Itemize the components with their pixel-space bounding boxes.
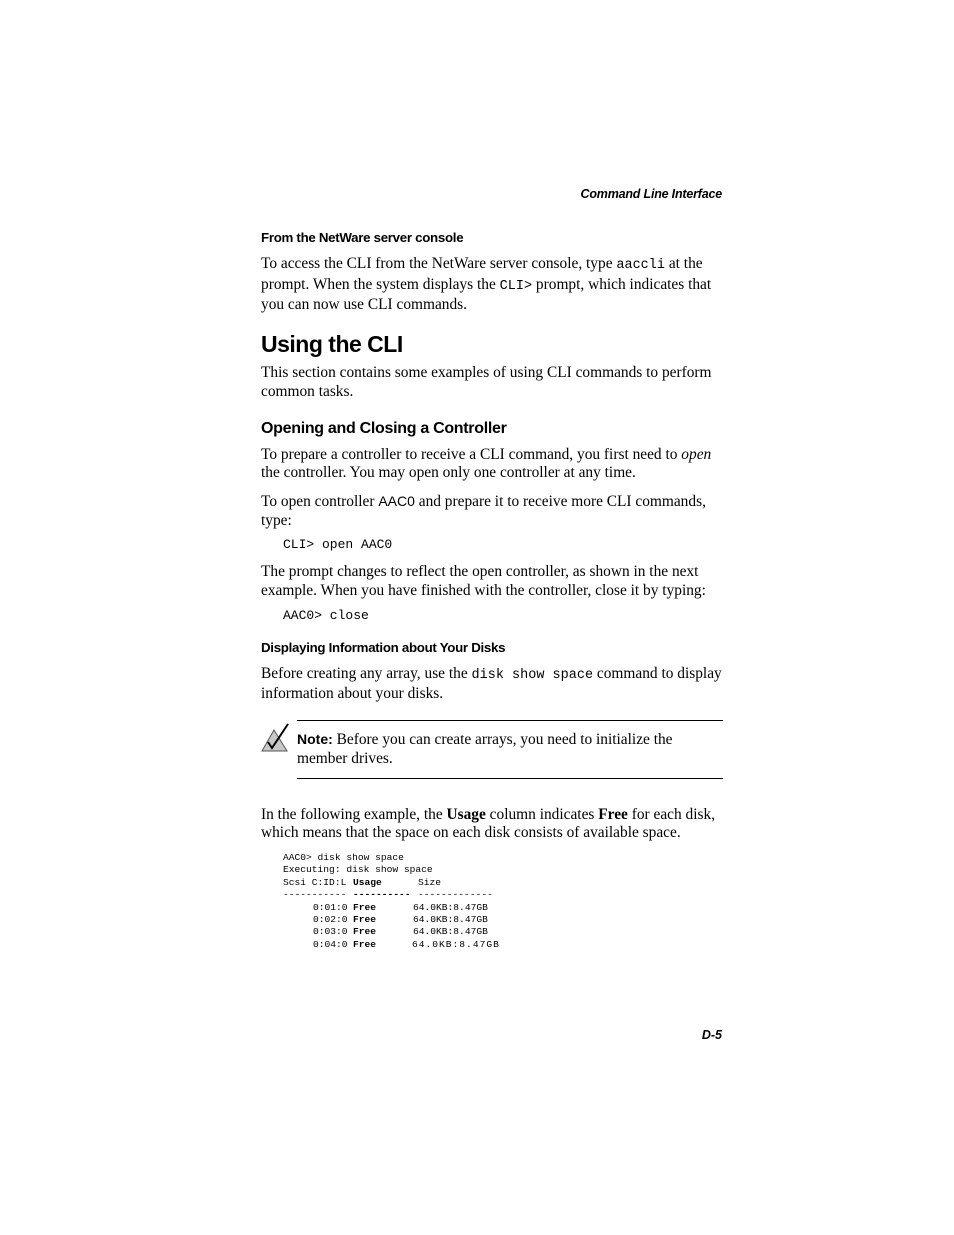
emphasis-open: open [681, 445, 712, 463]
text-span: column indicates [485, 805, 599, 823]
note-label: Note: [297, 731, 333, 748]
row-id: 0:02:0 [313, 913, 348, 925]
row-usage: Free [353, 913, 377, 925]
header-usage: Usage [353, 876, 382, 888]
opening-paragraph-3: The prompt changes to reflect the open controller, as shown in the next example. When you have finished with the controller, close it by typing: [261, 563, 706, 600]
text-span: To open controller [261, 492, 379, 510]
text-span: the controller. You may open only one controller at any time. [261, 464, 636, 482]
row-size: 64.0KB:8.47GB [412, 938, 500, 950]
text-span: at the prompt. When the system displays the [261, 255, 703, 293]
running-header: Command Line Interface [580, 187, 722, 201]
row-size: 64.0KB:8.47GB [413, 901, 488, 913]
row-id: 0:04:0 [313, 938, 348, 950]
opening-heading: Opening and Closing a Controller [261, 419, 507, 437]
listing-executing: Executing: disk show space [283, 864, 433, 876]
header-size: Size [418, 876, 442, 888]
text-span: Before creating any array, use the [261, 664, 472, 682]
disks-paragraph [261, 665, 723, 704]
row-id: 0:03:0 [313, 926, 348, 938]
table-row [283, 926, 723, 938]
opening-paragraph-1 [261, 446, 723, 483]
text-span: for each disk, which means that the space on each disk consists of available space. [261, 805, 716, 842]
text-span: prompt, which indicates that you can now use CLI commands. [261, 275, 712, 314]
code-cli-prompt: CLI> [499, 278, 533, 294]
separator-3: ------------- [418, 889, 493, 901]
table-row [283, 902, 723, 914]
table-row [283, 914, 723, 926]
table-row [283, 939, 723, 951]
text-span: and prepare it to receive more CLI commands, type: [261, 492, 706, 529]
row-usage: Free [353, 938, 377, 950]
text-span: To access the CLI from the NetWare server console, type [261, 255, 617, 272]
header-scsi: Scsi C:ID:L [283, 876, 347, 888]
disk-listing [283, 852, 723, 951]
example-paragraph [261, 806, 723, 843]
note-text: Before you can create arrays, you need to initialize the member drives. [297, 731, 673, 767]
bold-usage: Usage [446, 805, 486, 823]
text-span: To prepare a controller to receive a CLI command, you first need to [261, 445, 682, 463]
row-usage: Free [353, 926, 377, 938]
code-aac0: AAC0 [378, 492, 415, 509]
disks-heading: Displaying Information about Your Disks [261, 639, 506, 655]
section-title: Using the CLI [261, 331, 403, 358]
netware-paragraph [261, 255, 723, 315]
separator-2: ---------- [353, 889, 411, 901]
row-size: 64.0KB:8.47GB [413, 913, 488, 925]
code-disk-show-space: disk show space [471, 667, 594, 683]
command-open: CLI> open AAC0 [283, 537, 393, 553]
text-span: In the following example, the [261, 805, 447, 823]
netware-heading: From the NetWare server console [261, 230, 464, 245]
row-id: 0:01:0 [313, 901, 348, 913]
command-close: AAC0> close [283, 607, 369, 623]
using-intro: This section contains some examples of using CLI commands to perform common tasks. [261, 364, 712, 400]
row-usage: Free [353, 901, 377, 913]
page-content [261, 229, 723, 951]
code-aaccli: aaccli [616, 258, 665, 273]
note-pencil-icon [261, 722, 289, 752]
text-span: command to display information about your disks. [261, 664, 722, 703]
note-box [297, 720, 723, 778]
listing-separator-row [283, 889, 723, 901]
opening-paragraph-2 [261, 492, 723, 530]
page-number: D-5 [701, 1028, 722, 1042]
separator-1: ----------- [283, 889, 347, 901]
listing-header-row [283, 877, 723, 889]
listing-command: AAC0> disk show space [283, 851, 404, 863]
row-size: 64.0KB:8.47GB [413, 926, 488, 938]
bold-free: Free [598, 805, 628, 823]
